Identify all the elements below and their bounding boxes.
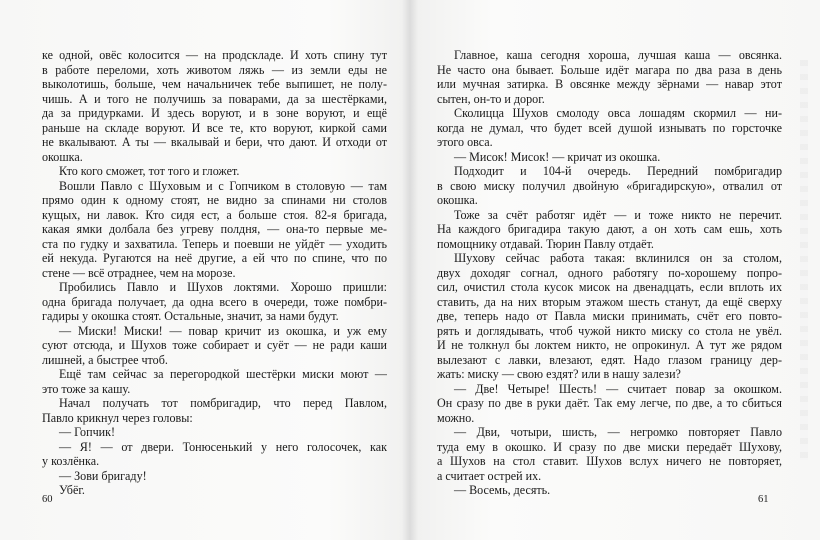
text-line: рять и доглядывать, чтоб чужой никто миску со стола не увёл.: [437, 323, 782, 338]
left-page-number: 60: [42, 494, 53, 505]
text-line: в работе переломи, хоть животом ляжь — из земли еды не: [42, 62, 387, 77]
text-line: — Восемь, десять.: [454, 483, 551, 497]
text-line: Подходит и 104-й очередь. Передний помбригадир: [454, 164, 782, 178]
left-page: [42, 48, 387, 498]
text-line: Пробились Павло и Шухов локтями. Хорошо пришли:: [59, 280, 387, 294]
text-line: Ещё там сейчас за перегородкой шестёрки миски моют —: [59, 367, 387, 381]
text-line: чишь. А и того не получишь за поварами, да за шестёрками,: [42, 91, 387, 106]
text-line: Павло крикнул через головы:: [42, 410, 193, 425]
right-page: [437, 48, 782, 498]
text-line: когда не думал, что будет всей душой изнывать по горсточке: [437, 120, 782, 135]
text-line: двух доходяг согнал, одного работягу по-хорошему попро-: [437, 265, 782, 280]
text-line: Сколицца Шухов смолоду овса лошадям скормил — ни-: [454, 106, 782, 120]
text-line: этого овса.: [437, 135, 493, 149]
text-line: — Я! — от двери. Тонюсенький у него голосочек, как: [59, 439, 387, 454]
text-line: гадиры у окошка стоят. Остальные, значит, за нами будут.: [42, 309, 339, 323]
text-line: вылезают с лавки, влезают, едят. Надо глазом границу дер-: [437, 352, 782, 367]
text-line: ста по гудку и захватила. Теперь и поевши не уйдёт — уходить: [42, 236, 387, 251]
text-line: у козлёнка.: [42, 454, 100, 468]
text-line: жать: миску — свою ездят? или в нашу залези?: [437, 367, 681, 381]
text-line: или мучная затирка. В овсянке между зёрнами — навар этот: [437, 77, 782, 91]
text-line: да за придурками. И здесь воруют, и в зоне воруют, и ещё: [42, 106, 387, 120]
text-line: Начал получать тот помбригадир, что перед Павлом,: [59, 396, 387, 410]
text-line: помощнику отдавай. Тюрин Павлу отдаёт.: [437, 236, 654, 251]
text-line: сил, очистил стола кусок мисок на двенадцать, если вплоть их: [437, 280, 782, 294]
text-line: прямо один к одному стоят, не видно за спинами ни столов: [42, 193, 387, 207]
text-line: кущых, ни лавок. Кто сидя ест, а больше стоя. 82-я бригада,: [42, 207, 387, 222]
text-line: — Дви, чотыри, шисть, — негромко повторяет Павло: [454, 425, 782, 439]
text-line: Кто кого сможет, тот того и гложет.: [59, 164, 240, 178]
text-line: — Миски! Миски! — повар кричит из окошка, и уж ему: [59, 323, 387, 338]
text-line: — Зови бригаду!: [59, 468, 147, 483]
text-line: ке одной, овёс колосится — на продскладе. И хоть спину тут: [42, 48, 387, 62]
text-line: И не толкнул бы локтем никто, не опрокинул. А тут же рядом: [437, 338, 782, 352]
text-line: суют отсюда, и Шухов тоже собирает и суёт — не ради каши: [42, 338, 387, 352]
text-line: ей некуда. Ругаются на неё другие, а ей что по спине, что по: [42, 251, 387, 265]
text-line: можно.: [437, 410, 475, 425]
text-line: одна бригада получает, да одна всего в очереди, тоже помбри-: [42, 294, 387, 309]
text-line: Тоже за счёт работяг идёт — и тоже никто не перечит.: [454, 207, 782, 222]
text-line: это тоже за кашу.: [42, 381, 131, 396]
text-line: ставить, да на них вторым этажом шесть станут, да ещё сверху: [437, 294, 782, 309]
text-line: окошка.: [437, 193, 478, 207]
text-line: лишней, а быстрее чтоб.: [42, 352, 168, 367]
text-line: стене — всё отраднее, чем на морозе.: [42, 265, 236, 280]
text-line: а Шухов на стол ставит. Шухов вслух ничего не повторяет,: [437, 454, 782, 468]
text-line: а считает острей их.: [437, 468, 542, 483]
text-line: раньше на складе воруют. И все те, кто воруют, киркой сами: [42, 120, 387, 135]
right-page-number: 61: [758, 494, 769, 505]
text-line: окошка.: [42, 149, 83, 164]
text-line: не вкалывают. А ты — вкалывай и бери, что дают. И отходи от: [42, 135, 387, 149]
text-line: туда ему в окошко. И сразу по две миски передаёт Шухову,: [437, 439, 782, 454]
text-line: Он сразу по две в руки даёт. Так ему легче, по две, а то сбиться: [437, 396, 782, 410]
text-line: — Мисок! Мисок! — кричат из окошка.: [454, 149, 661, 164]
text-line: Убёг.: [59, 483, 85, 497]
text-line: выколотишь, больше, чем начальничек тебе выпишет, не полу-: [42, 77, 387, 91]
text-line: На каждого бригадира такую дают, а он хоть сам ешь, хоть: [437, 222, 782, 236]
text-line: Не часто она бывает. Больше идёт магара по два раза в день: [437, 62, 782, 77]
text-line: сытен, он-то и дорог.: [437, 91, 545, 106]
text-line: Шухову сейчас работа такая: вклинился он за столом,: [454, 251, 782, 265]
text-line: две, теперь надо от Павла миски принимать, счёт его повто-: [437, 309, 782, 323]
text-line: какая ямки долбала без угреву полдня, — она-то первые ме-: [42, 222, 387, 236]
text-line: Главное, каша сегодня хороша, лучшая каша — овсянка.: [454, 48, 782, 62]
page-edge-shadow: [800, 60, 808, 460]
text-line: Вошли Павло с Шуховым и с Гопчиком в столовую — там: [59, 178, 387, 193]
text-line: в свою миску получил двойную «бригадирскую», отвалил от: [437, 178, 782, 193]
text-line: — Две! Четыре! Шесть! — считает повар за окошком.: [454, 381, 782, 396]
text-line: — Гопчик!: [59, 425, 116, 439]
